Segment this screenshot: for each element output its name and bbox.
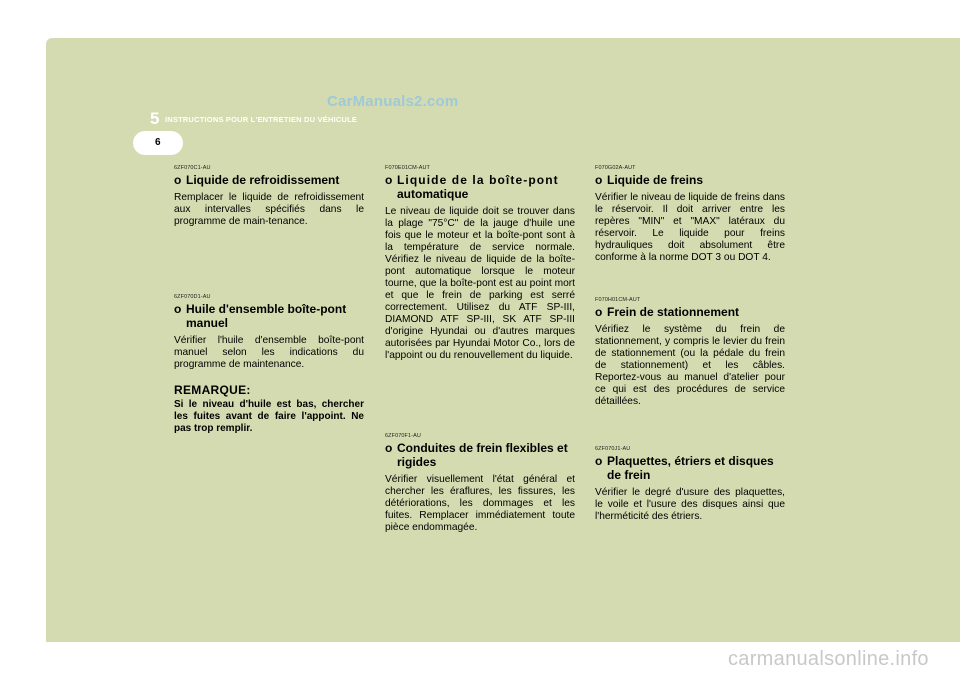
remark-text: Si le niveau d'huile est bas, chercher les fuites avant de faire l'appoint. Ne pas trop remplir.	[174, 399, 364, 434]
section-parking-brake	[595, 297, 785, 408]
section-code: 6ZF070F1-AU	[385, 433, 421, 439]
page-number: 6	[155, 137, 161, 148]
section-code: 6ZF070C1-AU	[174, 165, 211, 171]
bullet: o	[174, 302, 182, 316]
section-title	[174, 173, 364, 187]
section-title-text: Plaquettes, étriers et disques	[607, 454, 774, 468]
section-title-cont: automatique	[397, 187, 469, 201]
section-title-cont: manuel	[186, 316, 229, 330]
section-body: Vérifier le niveau de liquide de freins dans le réservoir. Il doit arriver entre les repères "MIN" et "MAX" latéraux du réservoir. Le liquide pour freins hydrauliques doit absolument être conforme à la norme DOT 3 ou DOT 4.	[595, 192, 785, 263]
section-body: Le niveau de liquide doit se trouver dans la plage "75°C" de la jauge d'huile une fois que le moteur et la boîte-pont sont à la température de service normale. Vérifiez le niveau de liquide de la boîte-pont automatique lorsque le moteur tourne, que la boîte-pont est au point mort et que le frein de parking est serré correctement. Utilisez du ATF SP-III, DIAMOND ATF SP-III, SK ATF SP-III d'origine Hyundai ou d'autres marques autorisées par Hyundai Motor Co., lors de l'appoint ou du renouvellement du liquide.	[385, 206, 575, 361]
remark-title: REMARQUE:	[174, 383, 251, 397]
section-title-text: Liquide de refroidissement	[186, 173, 340, 187]
section-title-text: Liquide de freins	[607, 173, 704, 187]
section-body: Vérifier le degré d'usure des plaquettes, le voile et l'usure des disques ainsi que l'herméticité des étriers.	[595, 487, 785, 522]
section-title-cont: rigides	[397, 455, 437, 469]
section-title	[595, 305, 785, 319]
section-title-text: Frein de stationnement	[607, 305, 740, 319]
section-code: F070E01CM-AUT	[385, 165, 431, 171]
section-title	[385, 441, 575, 469]
section-title-cont: de frein	[607, 468, 651, 482]
section-body: Vérifier l'huile d'ensemble boîte-pont manuel selon les indications du programme de maintenance.	[174, 335, 364, 370]
section-title-text: Conduites de frein flexibles et	[397, 441, 568, 455]
section-auto-transaxle	[385, 165, 575, 362]
watermark-top[interactable]: CarManuals2.com	[327, 93, 459, 110]
bullet: o	[595, 305, 603, 319]
bullet: o	[385, 173, 394, 187]
section-coolant	[174, 165, 364, 228]
chapter-title: INSTRUCTIONS POUR L'ENTRETIEN DU VÉHICULE	[165, 115, 358, 124]
section-title-text: Huile d'ensemble boîte-pont	[186, 302, 347, 316]
section-code: 6ZF070D1-AU	[174, 294, 211, 300]
section-body: Vérifiez le système du frein de stationnement, y compris le levier du frein de stationnement (ou la pédale du frein de stationnement) et les câbles. Reportez-vous au manuel d'atelier pour ce qui est des procédures de service détaillées.	[595, 324, 785, 407]
section-title	[385, 173, 575, 201]
section-title	[595, 454, 785, 482]
section-body: Remplacer le liquide de refroidissement aux intervalles spécifiés dans le programme de main-tenance.	[174, 192, 364, 227]
bullet: o	[174, 173, 182, 187]
chapter-number: 5	[150, 109, 160, 128]
bullet: o	[385, 441, 393, 455]
section-title	[595, 173, 785, 187]
bullet: o	[595, 454, 603, 468]
section-title-text: Liquide de la boîte-pont	[397, 173, 559, 187]
section-code: F070H01CM-AUT	[595, 297, 641, 303]
section-brake-lines	[385, 433, 575, 534]
watermark-bottom[interactable]: carmanualsonline.info	[728, 648, 929, 670]
section-code: F070G02A-AUT	[595, 165, 636, 171]
section-body: Vérifier visuellement l'état général et chercher les éraflures, les fissures, les détériorations, les dommages et les fuites. Remplacer immédiatement toute pièce endommagée.	[385, 474, 575, 533]
section-title	[174, 302, 364, 330]
bullet: o	[595, 173, 603, 187]
section-code: 6ZF070J1-AU	[595, 446, 631, 452]
section-brake-fluid	[595, 165, 785, 264]
section-brake-pads	[595, 446, 785, 523]
section-manual-transaxle	[174, 294, 364, 435]
